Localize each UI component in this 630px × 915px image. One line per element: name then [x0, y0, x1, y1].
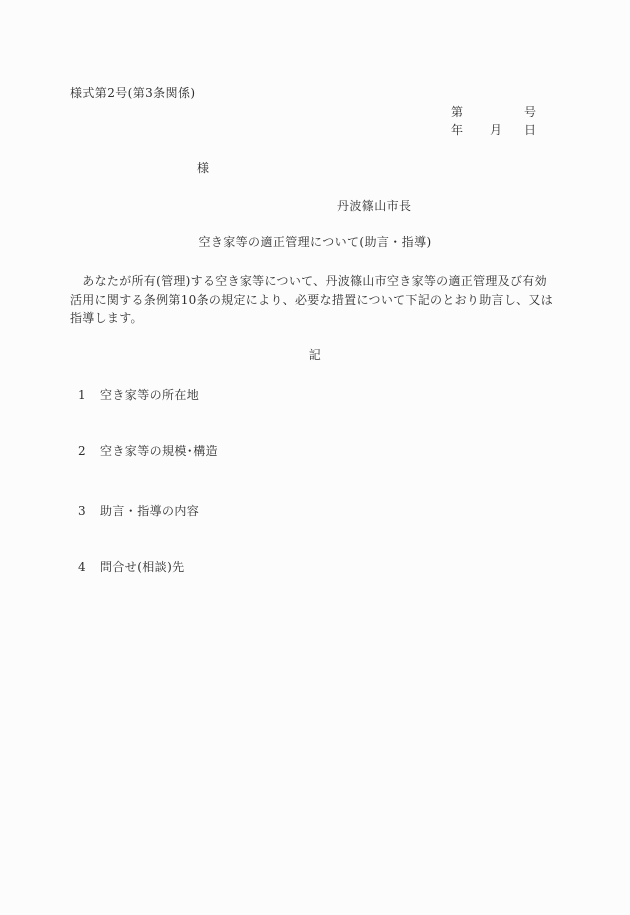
body-line-2: 活用に関する条例第10条の規定により、必要な措置について下記のとおり助言し、又は [70, 292, 554, 307]
item-number: 4 [78, 560, 87, 574]
body-paragraph [70, 272, 570, 328]
item-label: 空き家等の規模･構造 [100, 444, 219, 458]
body-line-3: 指導します。 [70, 311, 143, 326]
doc-number-prefix: 第 [451, 105, 464, 119]
item-label: 助言・指導の内容 [100, 504, 200, 518]
doc-number-suffix: 号 [524, 105, 537, 119]
form-number-label: 様式第2号(第3条関係) [70, 86, 196, 100]
item-label: 空き家等の所在地 [100, 388, 200, 402]
item-number: 3 [78, 504, 87, 518]
item-number: 1 [78, 388, 87, 402]
date-day-label: 日 [524, 123, 537, 137]
body-line-1: あなたが所有(管理)する空き家等について、丹波篠山市空き家等の適正管理及び有効 [70, 274, 547, 288]
date-month-label: 月 [490, 123, 503, 137]
record-marker: 記 [308, 348, 322, 362]
sender-name: 丹波篠山市長 [337, 199, 412, 213]
item-label: 問合せ(相談)先 [100, 560, 185, 574]
item-number: 2 [78, 444, 87, 458]
document-title: 空き家等の適正管理について(助言・指導) [198, 235, 432, 249]
date-year-label: 年 [451, 123, 464, 137]
addressee-honorific: 様 [197, 161, 210, 175]
